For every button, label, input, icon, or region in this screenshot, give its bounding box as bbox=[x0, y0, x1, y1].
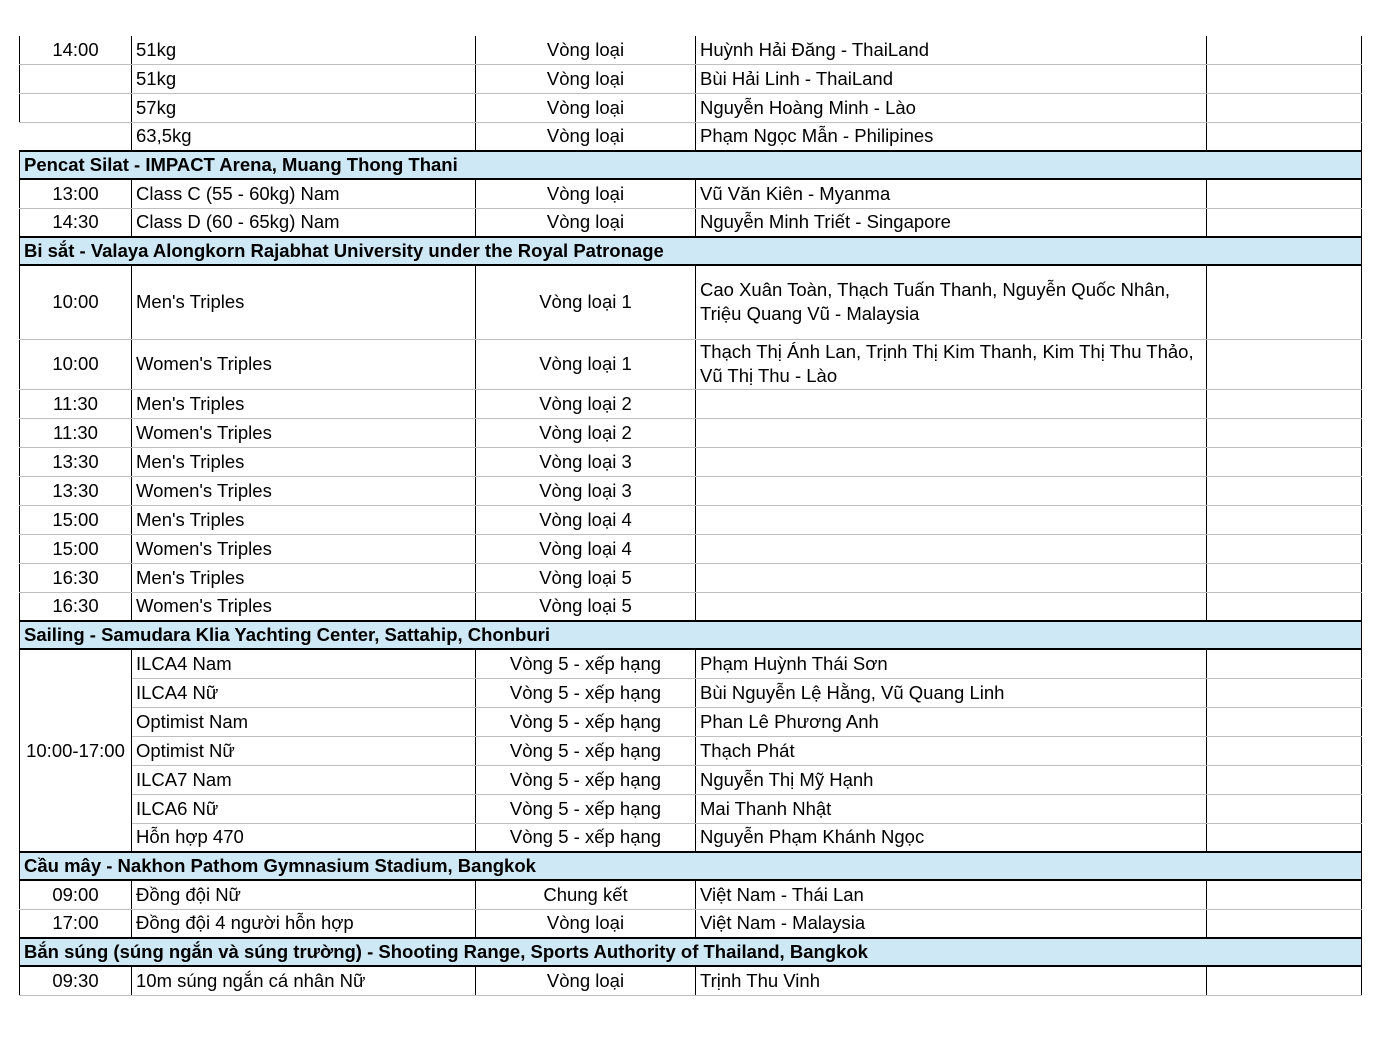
time-cell: 10:00 bbox=[20, 265, 132, 339]
athlete-cell bbox=[696, 418, 1207, 447]
notes-cell bbox=[1207, 880, 1362, 909]
athlete-cell bbox=[696, 476, 1207, 505]
notes-cell bbox=[1207, 447, 1362, 476]
time-cell bbox=[20, 93, 132, 122]
table-row bbox=[20, 966, 1362, 995]
time-cell: 14:30 bbox=[20, 208, 132, 237]
table-row bbox=[20, 339, 1362, 389]
time-cell: 13:30 bbox=[20, 476, 132, 505]
athlete-cell bbox=[696, 592, 1207, 621]
time-cell bbox=[20, 122, 132, 151]
round-cell: Vòng 5 - xếp hạng bbox=[476, 765, 696, 794]
round-cell: Vòng loại 5 bbox=[476, 592, 696, 621]
athlete-cell: Phạm Ngọc Mẫn - Philipines bbox=[696, 122, 1207, 151]
athlete-cell bbox=[696, 505, 1207, 534]
event-cell: 51kg bbox=[132, 64, 476, 93]
table-row bbox=[20, 389, 1362, 418]
event-cell: Đồng đội 4 người hỗn hợp bbox=[132, 909, 476, 938]
notes-cell bbox=[1207, 707, 1362, 736]
event-cell: Men's Triples bbox=[132, 563, 476, 592]
event-cell: 57kg bbox=[132, 93, 476, 122]
notes-cell bbox=[1207, 179, 1362, 208]
athlete-cell: Vũ Văn Kiên - Myanma bbox=[696, 179, 1207, 208]
event-cell: Đồng đội Nữ bbox=[132, 880, 476, 909]
table-row bbox=[20, 418, 1362, 447]
section-header-row bbox=[20, 621, 1362, 649]
table-row bbox=[20, 208, 1362, 237]
round-cell: Vòng loại 3 bbox=[476, 447, 696, 476]
event-cell: Optimist Nam bbox=[132, 707, 476, 736]
table-row bbox=[20, 64, 1362, 93]
event-cell: Women's Triples bbox=[132, 592, 476, 621]
notes-cell bbox=[1207, 265, 1362, 339]
notes-cell bbox=[1207, 505, 1362, 534]
time-cell bbox=[20, 64, 132, 93]
time-cell: 13:30 bbox=[20, 447, 132, 476]
notes-cell bbox=[1207, 966, 1362, 995]
table-row bbox=[20, 707, 1362, 736]
athlete-cell bbox=[696, 447, 1207, 476]
time-cell: 17:00 bbox=[20, 909, 132, 938]
round-cell: Vòng loại bbox=[476, 122, 696, 151]
time-cell: 11:30 bbox=[20, 389, 132, 418]
section-title: Bi sắt - Valaya Alongkorn Rajabhat University under the Royal Patronage bbox=[20, 237, 1362, 265]
athlete-cell: Phan Lê Phương Anh bbox=[696, 707, 1207, 736]
round-cell: Vòng 5 - xếp hạng bbox=[476, 649, 696, 678]
table-row bbox=[20, 179, 1362, 208]
time-cell: 09:00 bbox=[20, 880, 132, 909]
athlete-cell: Thạch Thị Ánh Lan, Trịnh Thị Kim Thanh, Kim Thị Thu Thảo, Vũ Thị Thu - Lào bbox=[696, 339, 1207, 389]
notes-cell bbox=[1207, 649, 1362, 678]
athlete-cell: Nguyễn Thị Mỹ Hạnh bbox=[696, 765, 1207, 794]
table-row bbox=[20, 880, 1362, 909]
table-row bbox=[20, 122, 1362, 151]
section-title: Sailing - Samudara Klia Yachting Center, Sattahip, Chonburi bbox=[20, 621, 1362, 649]
section-header-row bbox=[20, 938, 1362, 966]
notes-cell bbox=[1207, 909, 1362, 938]
table-row bbox=[20, 534, 1362, 563]
table-row bbox=[20, 265, 1362, 339]
table-row bbox=[20, 649, 1362, 678]
event-cell: ILCA6 Nữ bbox=[132, 794, 476, 823]
athlete-cell: Trịnh Thu Vinh bbox=[696, 966, 1207, 995]
athlete-cell: Nguyễn Phạm Khánh Ngọc bbox=[696, 823, 1207, 852]
time-cell: 10:00 bbox=[20, 339, 132, 389]
notes-cell bbox=[1207, 534, 1362, 563]
notes-cell bbox=[1207, 208, 1362, 237]
athlete-cell bbox=[696, 389, 1207, 418]
event-cell: ILCA7 Nam bbox=[132, 765, 476, 794]
round-cell: Vòng loại bbox=[476, 208, 696, 237]
event-cell: ILCA4 Nam bbox=[132, 649, 476, 678]
notes-cell bbox=[1207, 592, 1362, 621]
notes-cell bbox=[1207, 418, 1362, 447]
round-cell: Vòng 5 - xếp hạng bbox=[476, 678, 696, 707]
event-cell: 63,5kg bbox=[132, 122, 476, 151]
athlete-cell: Thạch Phát bbox=[696, 736, 1207, 765]
round-cell: Vòng loại 4 bbox=[476, 534, 696, 563]
event-cell: Women's Triples bbox=[132, 339, 476, 389]
round-cell: Vòng loại 2 bbox=[476, 389, 696, 418]
notes-cell bbox=[1207, 678, 1362, 707]
round-cell: Vòng loại 1 bbox=[476, 339, 696, 389]
section-title: Bắn súng (súng ngắn và súng trường) - Shooting Range, Sports Authority of Thailand, Bangkok bbox=[20, 938, 1362, 966]
round-cell: Vòng loại bbox=[476, 64, 696, 93]
notes-cell bbox=[1207, 794, 1362, 823]
athlete-cell: Bùi Hải Linh - ThaiLand bbox=[696, 64, 1207, 93]
event-cell: Class C (55 - 60kg) Nam bbox=[132, 179, 476, 208]
event-cell: Men's Triples bbox=[132, 265, 476, 339]
notes-cell bbox=[1207, 93, 1362, 122]
time-cell: 13:00 bbox=[20, 179, 132, 208]
athlete-cell bbox=[696, 563, 1207, 592]
round-cell: Vòng 5 - xếp hạng bbox=[476, 707, 696, 736]
table-row bbox=[20, 36, 1362, 64]
time-cell: 09:30 bbox=[20, 966, 132, 995]
section-header-row bbox=[20, 237, 1362, 265]
event-cell: Class D (60 - 65kg) Nam bbox=[132, 208, 476, 237]
round-cell: Vòng loại bbox=[476, 179, 696, 208]
notes-cell bbox=[1207, 765, 1362, 794]
time-cell: 10:00-17:00 bbox=[20, 649, 132, 852]
round-cell: Chung kết bbox=[476, 880, 696, 909]
athlete-cell: Nguyễn Minh Triết - Singapore bbox=[696, 208, 1207, 237]
notes-cell bbox=[1207, 122, 1362, 151]
round-cell: Vòng loại bbox=[476, 966, 696, 995]
table-row bbox=[20, 794, 1362, 823]
notes-cell bbox=[1207, 64, 1362, 93]
athlete-cell: Phạm Huỳnh Thái Sơn bbox=[696, 649, 1207, 678]
table-row bbox=[20, 93, 1362, 122]
event-cell: Women's Triples bbox=[132, 476, 476, 505]
table-row bbox=[20, 447, 1362, 476]
notes-cell bbox=[1207, 389, 1362, 418]
round-cell: Vòng 5 - xếp hạng bbox=[476, 794, 696, 823]
time-cell: 11:30 bbox=[20, 418, 132, 447]
event-cell: ILCA4 Nữ bbox=[132, 678, 476, 707]
section-header-row bbox=[20, 852, 1362, 880]
event-cell: Hỗn hợp 470 bbox=[132, 823, 476, 852]
athlete-cell: Mai Thanh Nhật bbox=[696, 794, 1207, 823]
schedule-table bbox=[19, 36, 1362, 996]
table-row bbox=[20, 765, 1362, 794]
athlete-cell: Cao Xuân Toàn, Thạch Tuấn Thanh, Nguyễn Quốc Nhân, Triệu Quang Vũ - Malaysia bbox=[696, 265, 1207, 339]
section-title: Pencat Silat - IMPACT Arena, Muang Thong Thani bbox=[20, 151, 1362, 179]
round-cell: Vòng loại 1 bbox=[476, 265, 696, 339]
athlete-cell: Bùi Nguyễn Lệ Hằng, Vũ Quang Linh bbox=[696, 678, 1207, 707]
notes-cell bbox=[1207, 563, 1362, 592]
athlete-cell bbox=[696, 534, 1207, 563]
round-cell: Vòng loại 2 bbox=[476, 418, 696, 447]
round-cell: Vòng loại 5 bbox=[476, 563, 696, 592]
athlete-cell: Huỳnh Hải Đăng - ThaiLand bbox=[696, 36, 1207, 64]
notes-cell bbox=[1207, 339, 1362, 389]
notes-cell bbox=[1207, 736, 1362, 765]
table-row bbox=[20, 736, 1362, 765]
table-row bbox=[20, 505, 1362, 534]
round-cell: Vòng loại 3 bbox=[476, 476, 696, 505]
athlete-cell: Việt Nam - Malaysia bbox=[696, 909, 1207, 938]
time-cell: 16:30 bbox=[20, 592, 132, 621]
athlete-cell: Nguyễn Hoàng Minh - Lào bbox=[696, 93, 1207, 122]
round-cell: Vòng loại bbox=[476, 36, 696, 64]
notes-cell bbox=[1207, 36, 1362, 64]
table-row bbox=[20, 563, 1362, 592]
event-cell: Men's Triples bbox=[132, 389, 476, 418]
round-cell: Vòng loại 4 bbox=[476, 505, 696, 534]
round-cell: Vòng 5 - xếp hạng bbox=[476, 736, 696, 765]
event-cell: 51kg bbox=[132, 36, 476, 64]
event-cell: Men's Triples bbox=[132, 447, 476, 476]
event-cell: 10m súng ngắn cá nhân Nữ bbox=[132, 966, 476, 995]
round-cell: Vòng loại bbox=[476, 909, 696, 938]
time-cell: 15:00 bbox=[20, 534, 132, 563]
time-cell: 15:00 bbox=[20, 505, 132, 534]
round-cell: Vòng loại bbox=[476, 93, 696, 122]
section-header-row bbox=[20, 151, 1362, 179]
athlete-cell: Việt Nam - Thái Lan bbox=[696, 880, 1207, 909]
round-cell: Vòng 5 - xếp hạng bbox=[476, 823, 696, 852]
table-row bbox=[20, 592, 1362, 621]
event-cell: Women's Triples bbox=[132, 418, 476, 447]
time-cell: 16:30 bbox=[20, 563, 132, 592]
notes-cell bbox=[1207, 476, 1362, 505]
section-title: Cầu mây - Nakhon Pathom Gymnasium Stadium, Bangkok bbox=[20, 852, 1362, 880]
time-cell: 14:00 bbox=[20, 36, 132, 64]
table-row bbox=[20, 678, 1362, 707]
event-cell: Optimist Nữ bbox=[132, 736, 476, 765]
table-row bbox=[20, 909, 1362, 938]
event-cell: Men's Triples bbox=[132, 505, 476, 534]
notes-cell bbox=[1207, 823, 1362, 852]
table-row bbox=[20, 823, 1362, 852]
table-row bbox=[20, 476, 1362, 505]
event-cell: Women's Triples bbox=[132, 534, 476, 563]
